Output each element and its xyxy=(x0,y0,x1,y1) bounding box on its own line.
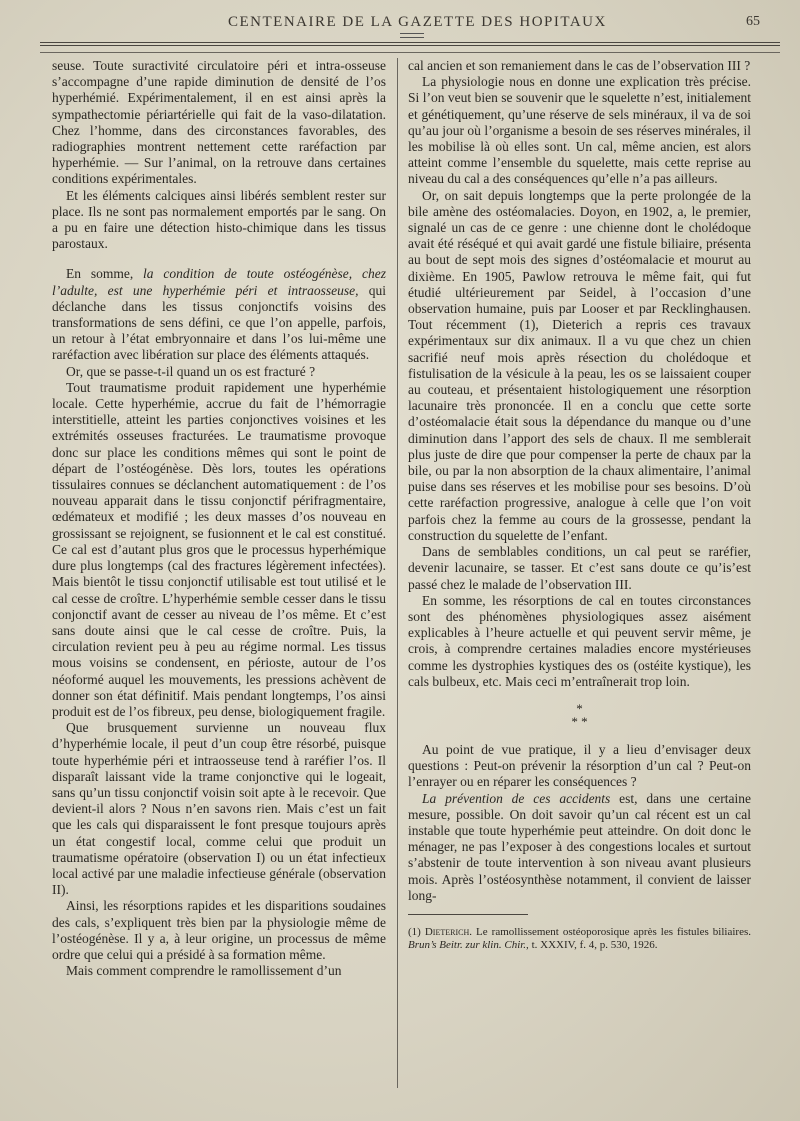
paragraph: Au point de vue pratique, il y a lieu d’envisager deux questions : Peut-on prévenir la résorption d’un cal ? Peut-on l’enrayer ou en réparer les conséquences ? xyxy=(408,741,751,790)
paragraph: Tout traumatisme produit rapidement une hyperhémie locale. Cette hyperhémie, accrue du fait de l’hémorragie interstitielle, atteint les parties conjonctives voisines et les extrémités osseuses fracturées. Le traumatisme provoque donc sur place les conditions mêmes qui sont le point de départ de l’ostéogénèse. Dès lors, toutes les opérations tissulaires connues se déclanchent automatiquement : de l’os nouveau apparait dans le tissu conjonctif périfragmentaire, œdémateux et modifié ; les deux masses d’os nouveau en grossissant se rejoignent, se fusionnent et le cal est constitué. Ce cal est d’autant plus gros que le processus hyperhémique dure plus longtemps (cal des fractures légèrement infectées). Mais bientôt le tissu conjonctif utilisable est tout utilisé et le cal cesse de croître. L’hyperhémie semble cesser dans le tissu conjonctif avant de cesser au niveau de l’os même. Et c’est sans doute ainsi que le cal cesse de croître. Puis, la circulation revient peu à peu au régime normal. Les tissus mous voisins se condensent, en périoste, autour de l’os néoformé auquel les mouvements, les pressions achèvent de donner son état définitif. Mais pendant longtemps, l’os ainsi produit est de l’os fibreux, peu dense, biologiquement fragile. xyxy=(52,379,386,719)
paragraph: Ainsi, les résorptions rapides et les disparitions soudaines des cals, s’expliquent très bien par la physiologie même de l’ostéogénèse. Il y a, à leur origine, un processus de même ordre que celui qui a présidé à sa formation même. xyxy=(52,898,386,962)
paragraph: La physiologie nous en donne une explication très précise. Si l’on veut bien se souvenir que le squelette n’est, initialement et génétiquement, qu’une réserve de sels minéraux, il va de soi qu’au jour où l’organisme a besoin de ses réserves minérales, il les mobilise là où elles sont. Un cal, même ancien, est alors atteint comme l’ensemble du squelette, mais cette reprise au niveau du cal a des conséquences qu’elle n’a pas ailleurs. xyxy=(408,74,751,187)
section-separator: * * * xyxy=(571,700,588,729)
left-column xyxy=(52,58,386,979)
text-run: (1) xyxy=(408,925,425,938)
header-rule-double xyxy=(40,45,780,46)
paragraph: Que brusquement survienne un nouveau flux d’hyperhémie locale, il peut d’un coup être résorbé, puisque toute hyperhémie péri et intraosseuse tend à raréfier l’os. Il disparaît laissant vide la trame conjonctive qui le logeait, sans qu’un tissu conjonctif voisin soit apte à le recevoir. Que devient-il alors ? Nous n’en savons rien. Mais c’est un fait que les cals qui disparaissent le font presque toujours après un état congestif local, comme celui que produit un traumatisme opératoire (observation I) ou un état infectieux local activé par une maladie infectieuse générale (observation II). xyxy=(52,720,386,898)
paragraph: Dans de semblables conditions, un cal peut se raréfier, devenir lacunaire, se tasser. Et c’est sans doute ce qu’is’est passé chez le malade de l’observation III. xyxy=(408,544,751,592)
text-run: t. XXXIV, f. 4, p. 530, 1926. xyxy=(528,939,658,952)
header-ornament xyxy=(400,33,424,38)
footnote-author: Dieterich. xyxy=(424,925,472,938)
paragraph xyxy=(408,791,751,904)
header-rule xyxy=(40,42,780,43)
paragraph: En somme, les résorptions de cal en toutes circonstances sont des phénomènes physiologiques assez aisément explicables à l’heure actuelle et qui peuvent servir même, je crois, à comprendre certaines maladies encore mystérieuses comme les dystrophies kystiques des os (ostéite kystique), les cals bulbeux, etc. Mais ceci m’entraînerait trop loin. xyxy=(408,592,751,689)
column-divider xyxy=(397,58,398,1088)
text-run: En somme, xyxy=(66,266,144,282)
paragraph: Et les éléments calciques ainsi libérés semblent rester sur place. Ils ne sont pas normalement emportés par le sang. On a pu en faire une détection histo-chimique dans les tissus parostaux. xyxy=(52,187,386,252)
text-run: qui déclanche dans les tissus conjonctifs voisins des transformations de sens défini, ce que l’on appelle, parfois, un retour à l’état embryonnaire et dans l’os lui-même une raréfaction avec libération sur place des éléments attaqués. xyxy=(52,282,386,363)
paragraph: seuse. Toute suractivité circulatoire péri et intra-osseuse s’accompagne d’une rapide diminution de densité de l’os hyperhémié. Expérimentalement, il en est ainsi après la sympathectomie périartérielle qui fait de la vaso-dilatation. Chez l’homme, dans des circonstances favorables, des radiographies montrent nettement cette raréfaction par hyperhémie. — Sur l’animal, on la retrouve dans certaines conditions expérimentales. xyxy=(52,58,386,187)
paragraph: Or, on sait depuis longtemps que la perte prolongée de la bile amène des ostéomalacies. Doyon, en 1902, a, le premier, signalé un cas de ce genre : une chienne dont le cholédoque avait été réséqué et qui avait gardé une fistule biliaire, présenta au bout de sept mois des signes d’ostéomalacie et mourut au dixième. En 1905, Pawlow retrouva le même fait, qui fut étudié ultérieurement par Seidel, à l’occasion d’une observation humaine, puis par Looser et par Recklinghausen. Tout récemment (1), Dieterich a repris ces travaux expérimentaux sur dix animaux. Il a vu que chez un chien sacrifié neuf mois après résection du cholédoque et fistulisation de la vésicule à la peau, les os se laissaient couper au couteau, et présentaient histologiquement une résorption lacunaire très prononcée. Il en a conclu que cette sorte d’ostéomalacie était sous la dépendance du manque ou d’une diminution dans l’apport des sels de chaux. Il me semblerait plus juste de dire que pour compenser la perte de chaux par la bile, ou par la non absorption de la chaux alimentaire, l’animal puise dans ses réserves et les mobilise pour ses besoins. D’où cette raréfaction progressive, analogue à celle que l’on voit parfois chez la femme au cours de la grossesse, pendant la construction du squelette de l’enfant. xyxy=(408,187,751,543)
page-header xyxy=(60,14,760,36)
paragraph: Or, que se passe-t-il quand un os est fracturé ? xyxy=(66,363,316,379)
text-run: Le ramollissement ostéoporosique après les fistules biliaires. xyxy=(472,925,751,938)
page-number: 65 xyxy=(746,14,760,29)
italic-text: la condition de toute ostéogénèse, chez l’adulte, est une hyperhémie péri et intraosseuse, xyxy=(52,266,386,298)
paragraph: cal ancien et son remaniement dans le cas de l’observation III ? xyxy=(408,58,751,73)
footnote-rule xyxy=(408,914,528,915)
right-column xyxy=(408,58,751,964)
text-run: est, dans une certaine mesure, possible. On doit savoir qu’un cal récent est un cal instable que toute hyperhémie peut atteindre. On doit donc le ménager, ne pas l’exposer à des congestions locales et surtout s’abstenir de toute intervention à son niveau avant plusieurs mois. Après l’ostéosynthèse notamment, il convient de laisser long- xyxy=(408,790,751,903)
italic-text: La prévention de ces accidents xyxy=(422,790,611,806)
footnote xyxy=(408,926,751,953)
footnote-journal: Brun’s Beitr. zur klin. Chir., xyxy=(408,939,529,952)
paragraph xyxy=(52,266,386,363)
paragraph: Mais comment comprendre le ramollissement d’un xyxy=(66,963,342,979)
header-rule-thin xyxy=(40,52,780,53)
running-title: CENTENAIRE DE LA GAZETTE DES HOPITAUX xyxy=(228,14,607,30)
